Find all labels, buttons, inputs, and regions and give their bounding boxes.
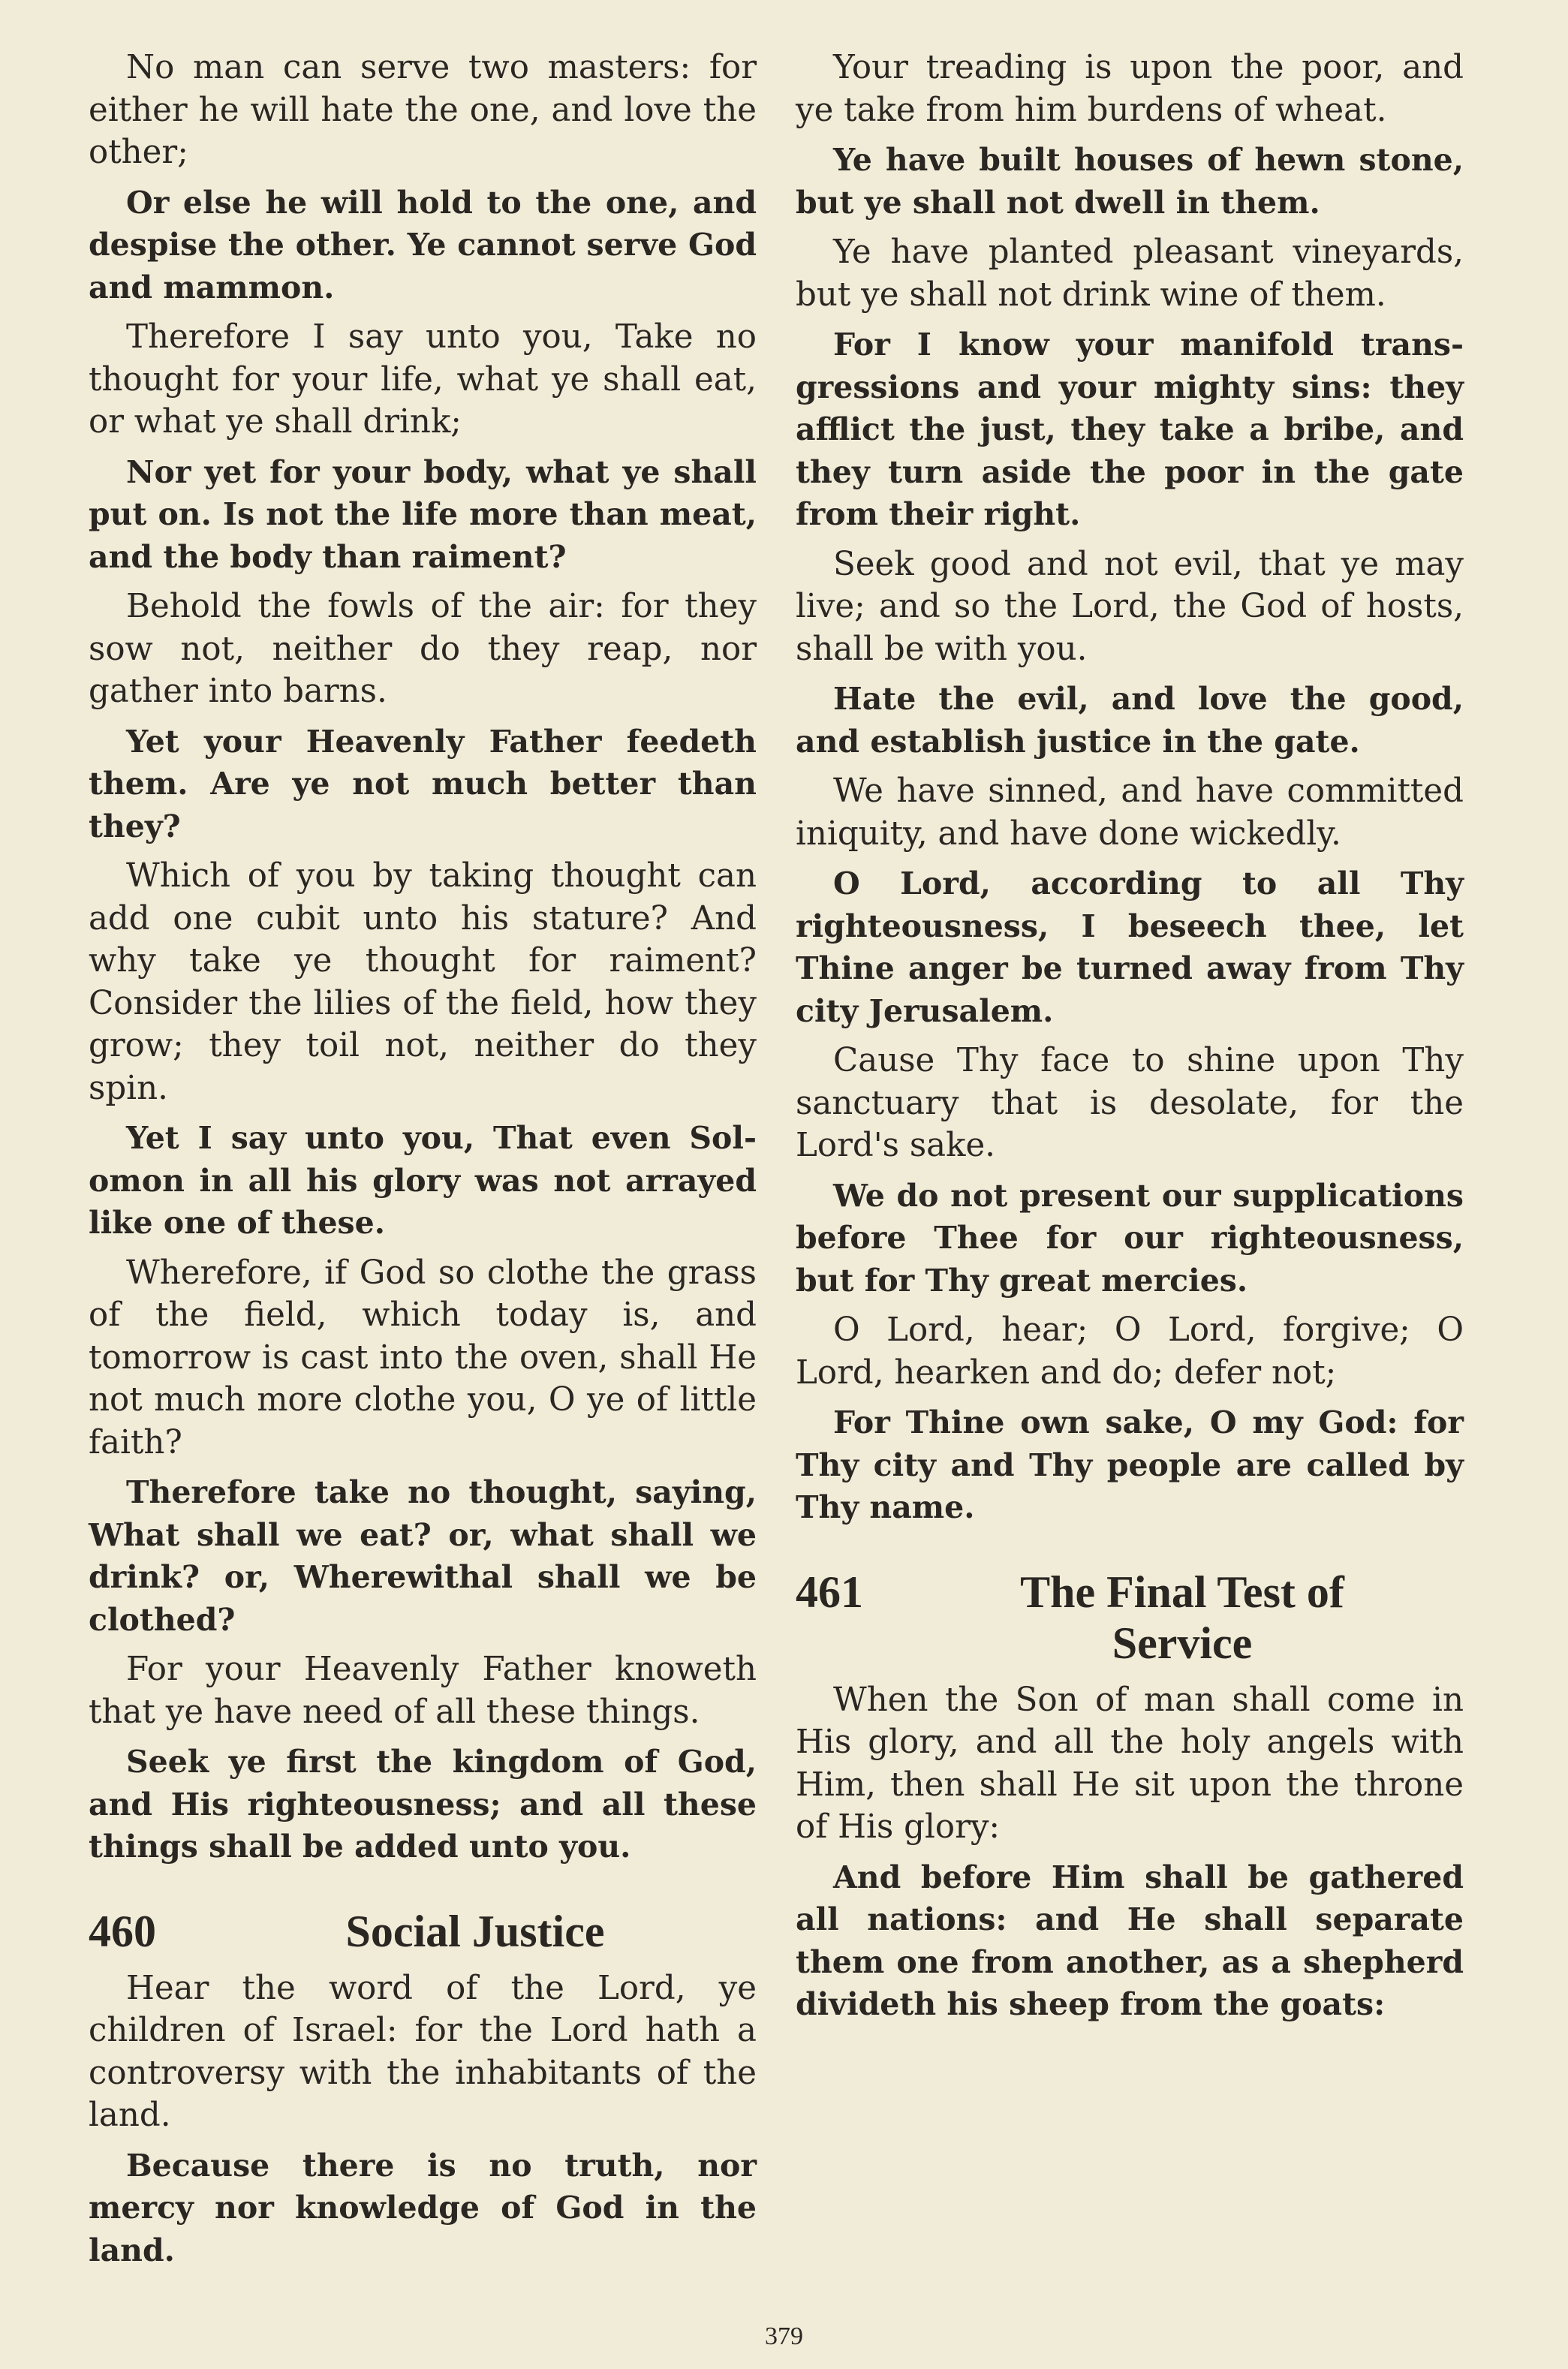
verse-paragraph: We do not present our supplications before Thee for our righteousness, but for Thy great mercies.: [796, 1177, 1464, 1299]
right-paragraph-list: [796, 47, 1464, 1529]
verse-paragraph: Yet your Heavenly Father feedeth them. Are ye not much better than they?: [89, 723, 757, 844]
verse-paragraph: No man can serve two masters: for either he will hate the one, and love the other;: [89, 49, 757, 171]
verse-paragraph: And before Him shall be gathered all nations: and He shall separate them one from another, as a shepherd divideth his sheep from the goats:: [796, 1859, 1464, 2022]
verse-paragraph: Hate the evil, and love the good, and establish justice in the gate.: [796, 681, 1464, 760]
verse-paragraph: When the Son of man shall come in His glory, and all the holy angels with Him, then shall He sit upon the throne of His glory:: [796, 1681, 1464, 1846]
verse-paragraph: For I know your manifold transgressions and your mighty sins: they afflict the just, they take a bribe, and they turn aside the poor in the gate from their right.: [796, 327, 1464, 532]
reading-461-paragraph-list: [796, 1679, 1464, 2026]
verse-paragraph: For your Heavenly Father knoweth that ye have need of all these things.: [89, 1651, 757, 1731]
verse-paragraph: O Lord, according to all Thy righteousness, I beseech thee, let Thine anger be turned away from Thy city Jerusalem.: [796, 865, 1464, 1029]
verse-paragraph: Cause Thy face to shine upon Thy sanctuary that is desolate, for the Lord's sake.: [796, 1042, 1464, 1164]
verse-paragraph: Nor yet for your body, what ye shall put on. Is not the life more than meat, and the body than raiment?: [89, 453, 757, 575]
reading-460-heading: [89, 1906, 757, 1957]
right-column: [796, 47, 1464, 2033]
verse-paragraph: Ye have planted pleasant vineyards, but ye shall not drink wine of them.: [796, 233, 1464, 314]
reading-number: 460: [89, 1906, 156, 1956]
verse-paragraph: Seek ye first the kingdom of God, and His righteousness; and all these things shall be added unto you.: [89, 1744, 757, 1865]
reading-title: The Final Test of Service: [1020, 1567, 1344, 1668]
verse-paragraph: We have sinned, and have committed iniquity, and have done wickedly.: [796, 772, 1464, 853]
verse-paragraph: Yet I say unto you, That even Solomon in all his glory was not arrayed like one of these.: [89, 1120, 757, 1241]
verse-paragraph: O Lord, hear; O Lord, forgive; O Lord, hearken and do; defer not;: [796, 1311, 1464, 1392]
verse-paragraph: Your treading is upon the poor, and ye take from him burdens of wheat.: [796, 49, 1464, 129]
verse-paragraph: Which of you by taking thought can add one cubit unto his stature? And why take ye thought for raiment? Consider the lilies of the field, how they grow; they toil not, neither do they spin.: [89, 857, 757, 1107]
verse-paragraph: For Thine own sake, O my God: for Thy city and Thy people are called by Thy name.: [796, 1404, 1464, 1525]
reading-460-paragraph-list: [89, 1967, 757, 2272]
verse-paragraph: Therefore take no thought, saying, What shall we eat? or, what shall we drink? or, Wherewithal shall we be clothed?: [89, 1474, 757, 1638]
verse-paragraph: Therefore I say unto you, Take no thought for your life, what ye shall eat, or what ye shall drink;: [89, 318, 757, 441]
page-number: 379: [765, 2322, 803, 2350]
verse-paragraph: Hear the word of the Lord, ye children of Israel: for the Lord hath a controversy with the inhabitants of the land.: [89, 1969, 757, 2134]
verse-paragraph: Because there is no truth, nor mercy nor knowledge of God in the land.: [89, 2147, 757, 2268]
left-paragraph-list: [89, 47, 757, 1868]
reading-number: 461: [796, 1567, 863, 1617]
left-column: [89, 47, 757, 2279]
reading-title: Social Justice: [345, 1906, 605, 1956]
verse-paragraph: Or else he will hold to the one, and despise the other. Ye cannot serve God and mammon.: [89, 184, 757, 306]
verse-paragraph: Behold the fowls of the air: for they sow not, neither do they reap, nor gather into barns.: [89, 588, 757, 710]
verse-paragraph: Seek good and not evil, that ye may live; and so the Lord, the God of hosts, shall be with you.: [796, 545, 1464, 668]
reading-461-heading: [796, 1567, 1464, 1669]
verse-paragraph: Ye have built houses of hewn stone, but ye shall not dwell in them.: [796, 142, 1464, 221]
verse-paragraph: Wherefore, if God so clothe the grass of the field, which today is, and tomorrow is cast into the oven, shall He not much more clothe you, O ye of little faith?: [89, 1254, 757, 1461]
